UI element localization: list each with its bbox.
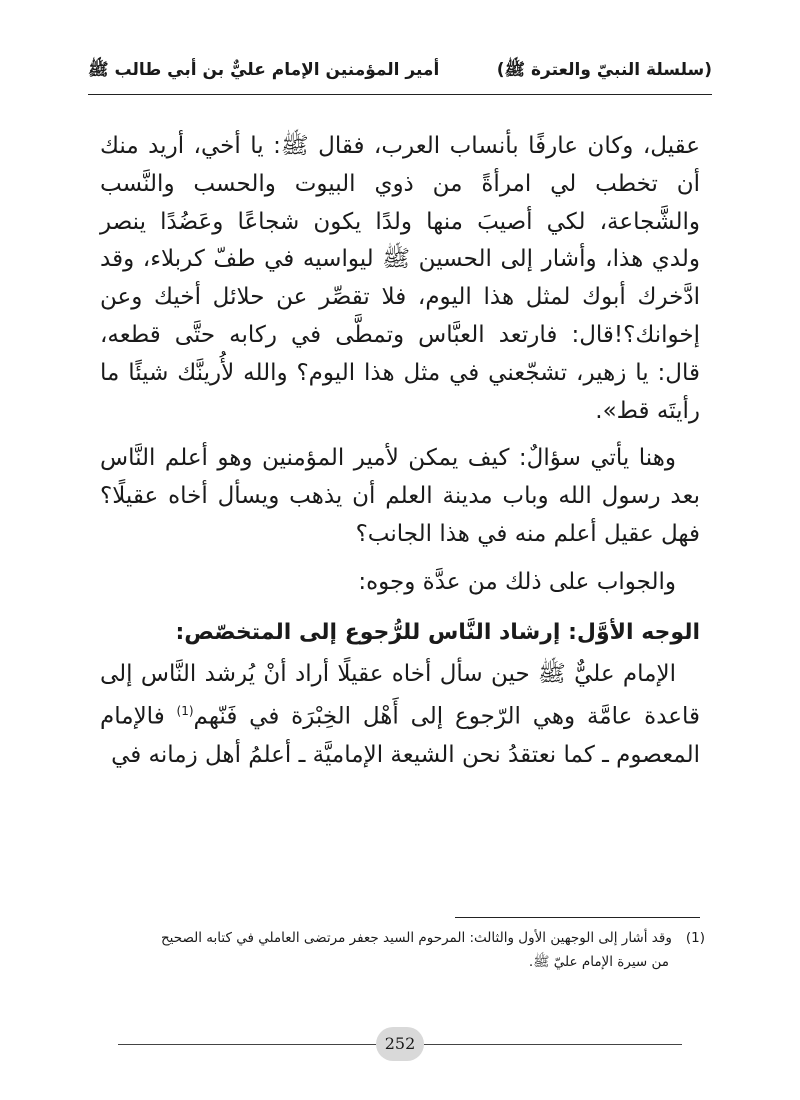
book-title: أمير المؤمنين الإمام عليٌّ بن أبي طالب ﷺ [88, 60, 440, 80]
footnote-divider [455, 917, 700, 918]
footnote-line [100, 926, 705, 950]
main-text [100, 128, 700, 775]
page-number-rule-left [118, 1044, 376, 1045]
footnote-text: وقد أشار إلى الوجهين الأول والثالث: المرحوم السيد جعفر مرتضى العاملي في كتابه الصحيح [160, 930, 672, 946]
series-title: (سلسلة النبيّ والعترة ﷺ) [496, 60, 712, 80]
paragraph: والجواب على ذلك من عدَّة وجوه: [358, 568, 676, 595]
paragraph [100, 656, 700, 775]
paragraph: وهنا يأتي سؤالٌ: كيف يمكن لأمير المؤمنين وهو أعلم النَّاس بعد رسول الله وباب مدينة العلم أن يذهب ويسأل أخاه عقيلًا؟ فهل عقيل أعلم منه في هذا الجانب؟ [100, 445, 700, 547]
paragraph-text: الإمام عليٌّ ﷺ حين سأل أخاه عقيلًا أراد أنْ يُرشد النَّاس إلى قاعدة عامَّة وهي الرّجوع إلى أَهْل الخِبْرَة في فَنّهم [100, 660, 700, 731]
section-heading: الوجه الأوَّل: إرشاد النَّاس للرُّجوع إلى المتخصّص: [175, 619, 700, 645]
footnote [100, 926, 705, 974]
page-number-rule-right [424, 1044, 682, 1045]
footnote-line: من سيرة الإمام عليّ ﷺ. [528, 954, 669, 970]
running-header [88, 52, 712, 88]
footnote-reference[interactable]: (1) [176, 704, 194, 719]
paragraph: عقيل، وكان عارفًا بأنساب العرب، فقال ﷺ: يا أخي، أريد منك أن تخطب لي امرأةً من ذوي البيوت والحسب والنَّسب والشَّجاعة، لكي أصيبَ منها ولدًا يكون شجاعًا وعَضُدًا ينصر ولدي هذا، وأشار إلى الحسين ﷺ ليواسيه في طفّ كربلاء، وقد ادَّخرك أبوك لمثل هذا اليوم، فلا تقصِّر عن حلائل أخيك وعن إخوانك؟!قال: فارتعد العبَّاس وتمطَّى في ركابه حتَّى قطعه، قال: يا زهير، تشجّعني في مثل هذا اليوم؟ والله لأُرينَّك شيئًا ما رأيتَه قط». [100, 133, 700, 424]
paragraph-text: فالإمام المعصوم ـ كما نعتقدُ نحن الشيعة الإماميَّة ـ أعلمُ أهل زمانه في [100, 704, 700, 768]
header-divider [88, 94, 712, 95]
footnote-marker: (1) [685, 930, 705, 946]
page-number: 252 [376, 1027, 424, 1061]
